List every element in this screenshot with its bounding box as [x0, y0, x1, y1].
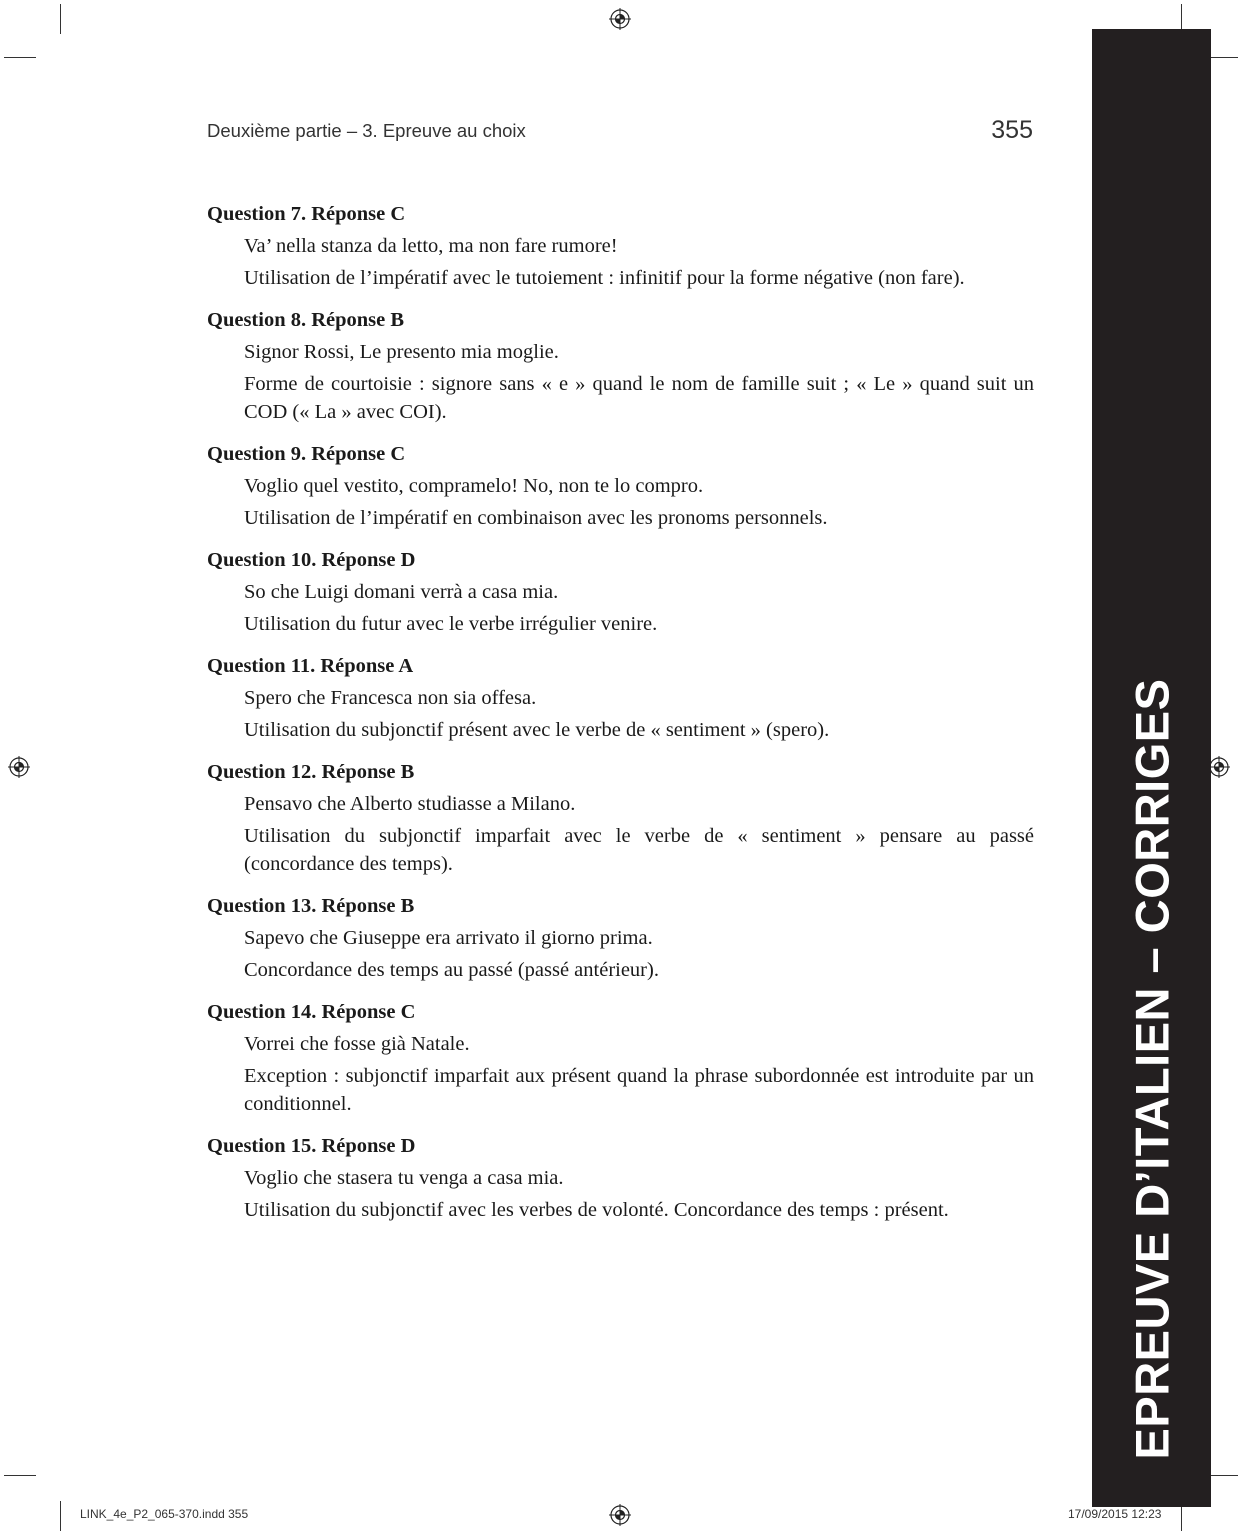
answer-sentence: Vorrei che fosse già Natale. — [244, 1033, 470, 1055]
answer-explanation: Exception : subjonctif imparfait aux présent quand la phrase subordonnée est introduite par un conditionnel. — [244, 1065, 1034, 1115]
answer-sentence: Pensavo che Alberto studiasse a Milano. — [244, 793, 576, 815]
answer-explanation: Concordance des temps au passé (passé antérieur). — [244, 959, 659, 981]
answer-explanation: Utilisation du subjonctif imparfait avec le verbe de « sentiment » pensare au passé (concordance des temps). — [244, 825, 1034, 875]
question-block — [207, 758, 1034, 878]
question-block — [207, 1132, 1034, 1224]
question-heading: Question 9. Réponse C — [207, 443, 406, 465]
answer-explanation: Utilisation du subjonctif avec les verbes de volonté. Concordance des temps : présent. — [244, 1199, 949, 1221]
answer-list — [207, 200, 1034, 1238]
section-title: Deuxième partie – 3. Epreuve au choix — [207, 120, 526, 141]
side-tab-label: EPREUVE D’ITALIEN – CORRIGES — [1125, 678, 1178, 1460]
registration-mark-icon — [1208, 756, 1230, 778]
answer-sentence: Voglio quel vestito, compramelo! No, non te lo compro. — [244, 475, 704, 497]
answer-explanation: Utilisation de l’impératif en combinaison avec les pronoms personnels. — [244, 507, 828, 529]
question-heading: Question 8. Réponse B — [207, 309, 405, 331]
question-heading: Question 12. Réponse B — [207, 761, 415, 783]
question-block — [207, 200, 1034, 292]
answer-sentence: Sapevo che Giuseppe era arrivato il giorno prima. — [244, 927, 653, 949]
question-block — [207, 652, 1034, 744]
answer-explanation: Utilisation du subjonctif présent avec le verbe de « sentiment » (spero). — [244, 719, 830, 741]
answer-sentence: So che Luigi domani verrà a casa mia. — [244, 581, 559, 603]
answer-explanation: Utilisation du futur avec le verbe irrégulier venire. — [244, 613, 658, 635]
answer-sentence: Spero che Francesca non sia offesa. — [244, 687, 537, 709]
section-side-tab — [1092, 29, 1211, 1507]
question-block — [207, 546, 1034, 638]
answer-explanation: Utilisation de l’impératif avec le tutoiement : infinitif pour la forme négative (non fare). — [244, 267, 965, 289]
answer-sentence: Signor Rossi, Le presento mia moglie. — [244, 341, 559, 363]
question-block — [207, 998, 1034, 1118]
registration-mark-icon — [609, 8, 631, 30]
answer-explanation: Forme de courtoisie : signore sans « e » quand le nom de famille suit ; « Le » quand suit un COD (« La » avec COI). — [244, 373, 1034, 423]
date-stamp: 17/09/2015 12:23 — [1068, 1507, 1162, 1521]
question-block — [207, 306, 1034, 426]
crop-mark-top-left — [60, 4, 61, 34]
question-heading: Question 14. Réponse C — [207, 1001, 416, 1023]
running-head — [207, 116, 1033, 146]
question-heading: Question 15. Réponse D — [207, 1135, 416, 1157]
registration-mark-icon — [609, 1504, 631, 1526]
crop-mark-bottom-left-h — [4, 1475, 36, 1476]
question-block — [207, 440, 1034, 532]
file-slug: LINK_4e_P2_065-370.indd 355 — [80, 1507, 249, 1521]
crop-mark-top-left-h — [4, 57, 36, 58]
question-heading: Question 10. Réponse D — [207, 549, 416, 571]
question-heading: Question 11. Réponse A — [207, 655, 414, 677]
answer-sentence: Voglio che stasera tu venga a casa mia. — [244, 1167, 564, 1189]
page-number: 355 — [991, 116, 1033, 144]
question-heading: Question 13. Réponse B — [207, 895, 415, 917]
crop-mark-bottom-left — [60, 1501, 61, 1531]
registration-mark-icon — [8, 756, 30, 778]
answer-sentence: Va’ nella stanza da letto, ma non fare rumore! — [244, 235, 618, 257]
question-block — [207, 892, 1034, 984]
question-heading: Question 7. Réponse C — [207, 203, 406, 225]
